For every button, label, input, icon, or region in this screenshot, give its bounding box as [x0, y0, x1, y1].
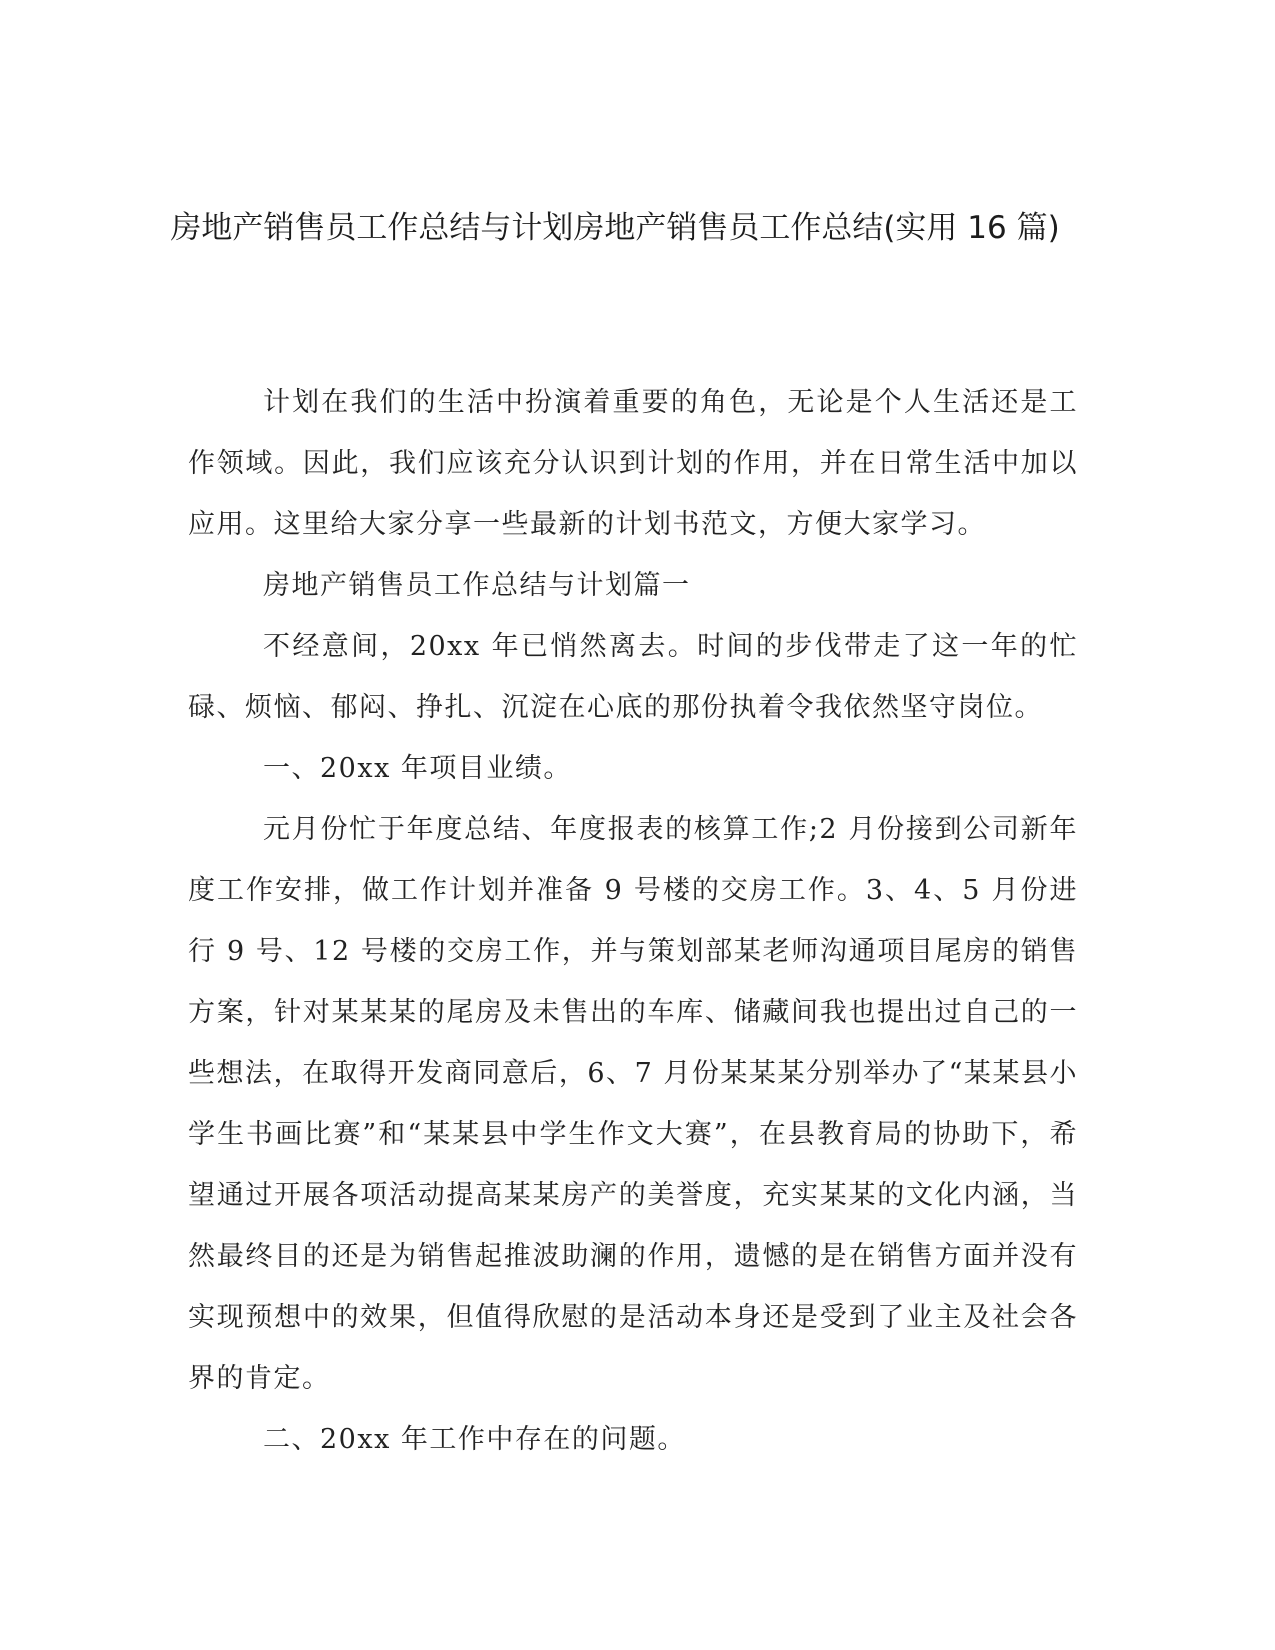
document-title: 房地产销售员工作总结与计划房地产销售员工作总结(实用 16 篇)	[170, 210, 1060, 246]
section-heading-problems: 二、20xx 年工作中存在的问题。	[263, 1424, 686, 1455]
section-heading-part-one: 房地产销售员工作总结与计划篇一	[263, 570, 691, 601]
performance-paragraph: 元月份忙于年度总结、年度报表的核算工作;2 月份接到公司新年度工作安排，做工作计划并准备 9 号楼的交房工作。3、4、5 月份进行 9 号、12 号楼的交房工作，并与策划部某老师沟通项目尾房的销售方案，针对某某某的尾房及未售出的车库、储藏间我也提出过自己的一些想法，在取得开发商同意后，6、7 月份某某某分别举办了“某某县小学生书画比赛”和“某某县中学生作文大赛”，在县教育局的协助下，希望通过开展各项活动提高某某房产的美誉度，充实某某的文化内涵，当然最终目的还是为销售起推波助澜的作用，遗憾的是在销售方面并没有实现预想中的效果，但值得欣慰的是活动本身还是受到了业主及社会各界的肯定。	[188, 814, 1078, 1394]
document-body	[188, 372, 1078, 1470]
opening-paragraph: 不经意间，20xx 年已悄然离去。时间的步伐带走了这一年的忙碌、烦恼、郁闷、挣扎、沉淀在心底的那份执着令我依然坚守岗位。	[188, 631, 1078, 723]
intro-paragraph: 计划在我们的生活中扮演着重要的角色，无论是个人生活还是工作领域。因此，我们应该充分认识到计划的作用，并在日常生活中加以应用。这里给大家分享一些最新的计划书范文，方便大家学习。	[188, 387, 1078, 540]
section-heading-performance: 一、20xx 年项目业绩。	[263, 753, 572, 784]
